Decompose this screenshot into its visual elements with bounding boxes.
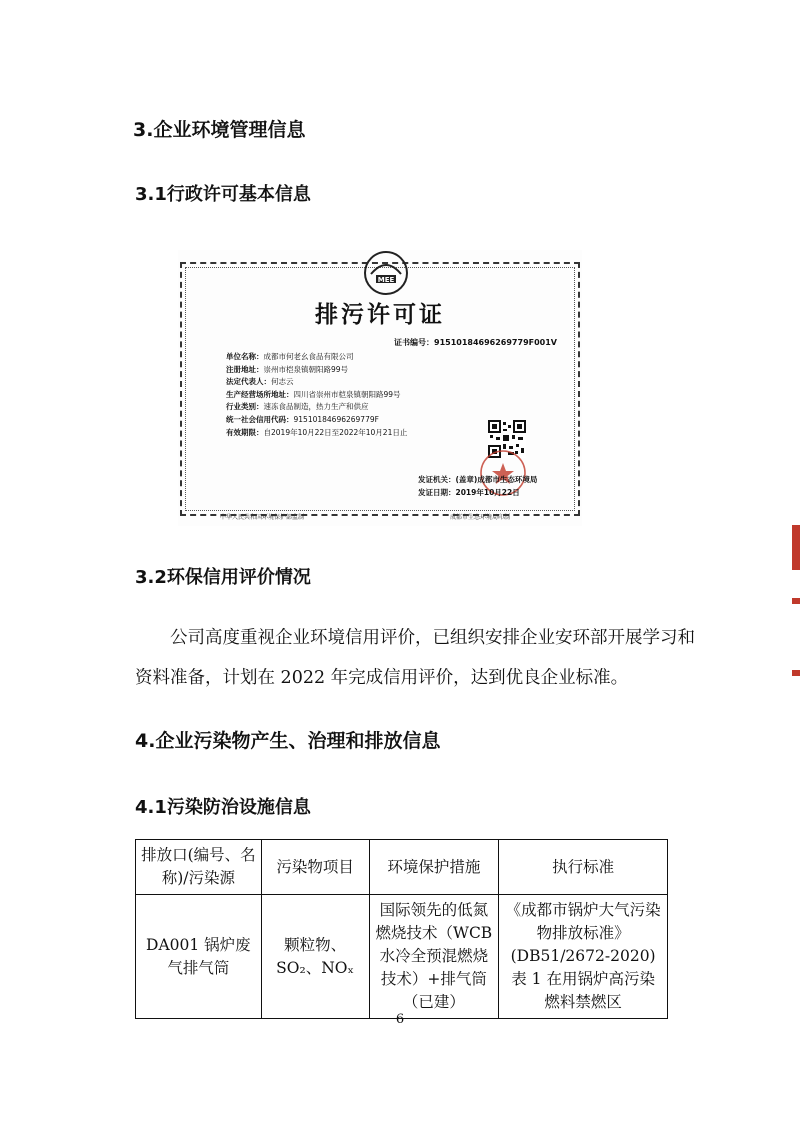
table-header-cell: 环境保护措施 <box>369 840 499 895</box>
field-value: 91510184696269779F <box>293 414 379 424</box>
table-header-cell: 排放口(编号、名称)/污染源 <box>136 840 262 895</box>
field-label: 单位名称： <box>226 352 264 361</box>
permit-info-list <box>226 351 407 439</box>
field-value: 速冻食品制造，热力生产和供应 <box>263 402 369 412</box>
page-number: 6 <box>395 1012 405 1027</box>
issue-date-label: 发证日期： <box>418 488 456 497</box>
permit-field <box>226 427 407 440</box>
field-label: 注册地址： <box>226 364 264 374</box>
table-cell: DA001 锅炉废气排气筒 <box>136 895 262 1019</box>
edge-stamp-mark <box>792 598 800 604</box>
permit-field <box>226 351 407 364</box>
field-value: 四川省崇州市桤泉镇朝阳路99号 <box>293 389 401 399</box>
table-cell: 颗粒物、SO₂、NOₓ <box>261 895 369 1019</box>
field-value: 崇州市桤泉镇朝阳路99号 <box>263 364 349 374</box>
certificate-number-value: 91510184696269779F001V <box>434 338 557 347</box>
permit-field <box>226 376 407 389</box>
section-heading-3: 3.企业环境管理信息 <box>133 119 306 141</box>
issuer-line <box>418 473 537 486</box>
certificate-footer-left: 中华人民共和国环境保护部监制 <box>220 514 305 521</box>
permit-certificate-image <box>178 250 582 526</box>
issuer-label: 发证机关：(盖章) <box>418 475 478 484</box>
edge-stamp-mark <box>792 670 800 676</box>
field-value: 何志云 <box>271 377 294 387</box>
permit-field <box>226 389 407 402</box>
table-header-row <box>136 840 668 895</box>
certificate-footer-right: 成都市生态环境局印制 <box>450 514 511 521</box>
field-label: 行业类别： <box>226 402 264 412</box>
certificate-number <box>394 337 557 348</box>
permit-field <box>226 414 407 427</box>
permit-field <box>226 364 407 377</box>
section-heading-4-1: 4.1污染防治设施信息 <box>135 797 311 818</box>
field-value: 成都市何老幺食品有限公司 <box>263 352 354 361</box>
table-row <box>136 895 668 1019</box>
section-heading-4: 4.企业污染物产生、治理和排放信息 <box>135 730 441 752</box>
emblem-text: MEE <box>377 276 395 284</box>
section-heading-3-1: 3.1行政许可基本信息 <box>135 184 311 205</box>
pollution-facility-table <box>135 839 668 1019</box>
mee-emblem-icon <box>363 250 409 296</box>
table-cell: 国际领先的低氮燃烧技术（WCB 水冷全预混燃烧技术）+排气筒（已建） <box>369 895 499 1019</box>
section-heading-3-2: 3.2环保信用评价情况 <box>135 567 311 588</box>
certificate-number-label: 证书编号： <box>394 338 434 347</box>
field-label: 统一社会信用代码： <box>226 414 294 424</box>
credit-evaluation-paragraph: 公司高度重视企业环境信用评价，已组织安排企业安环部开展学习和资料准备，计划在 2022 年完成信用评价，达到优良企业标准。 <box>135 628 695 688</box>
table-header-cell: 污染物项目 <box>261 840 369 895</box>
issue-date-value: 2019年10月22日 <box>455 488 520 497</box>
field-value: 自2019年10月22日至2022年10月21日止 <box>263 427 408 437</box>
issuer-value: 成都市生态环境局 <box>477 475 538 484</box>
field-label: 法定代表人： <box>226 377 271 387</box>
permit-field <box>226 401 407 414</box>
table-cell: 《成都市锅炉大气污染物排放标准》(DB51/2672-2020) 表 1 在用锅炉高污染燃料禁燃区 <box>499 895 668 1019</box>
table-header-cell: 执行标准 <box>499 840 668 895</box>
permit-title: 排污许可证 <box>315 302 445 328</box>
edge-stamp-mark <box>792 525 800 570</box>
issue-date-line <box>418 486 537 499</box>
field-label: 生产经营场所地址： <box>226 389 294 399</box>
field-label: 有效期限： <box>226 427 264 437</box>
issue-block <box>418 473 537 499</box>
